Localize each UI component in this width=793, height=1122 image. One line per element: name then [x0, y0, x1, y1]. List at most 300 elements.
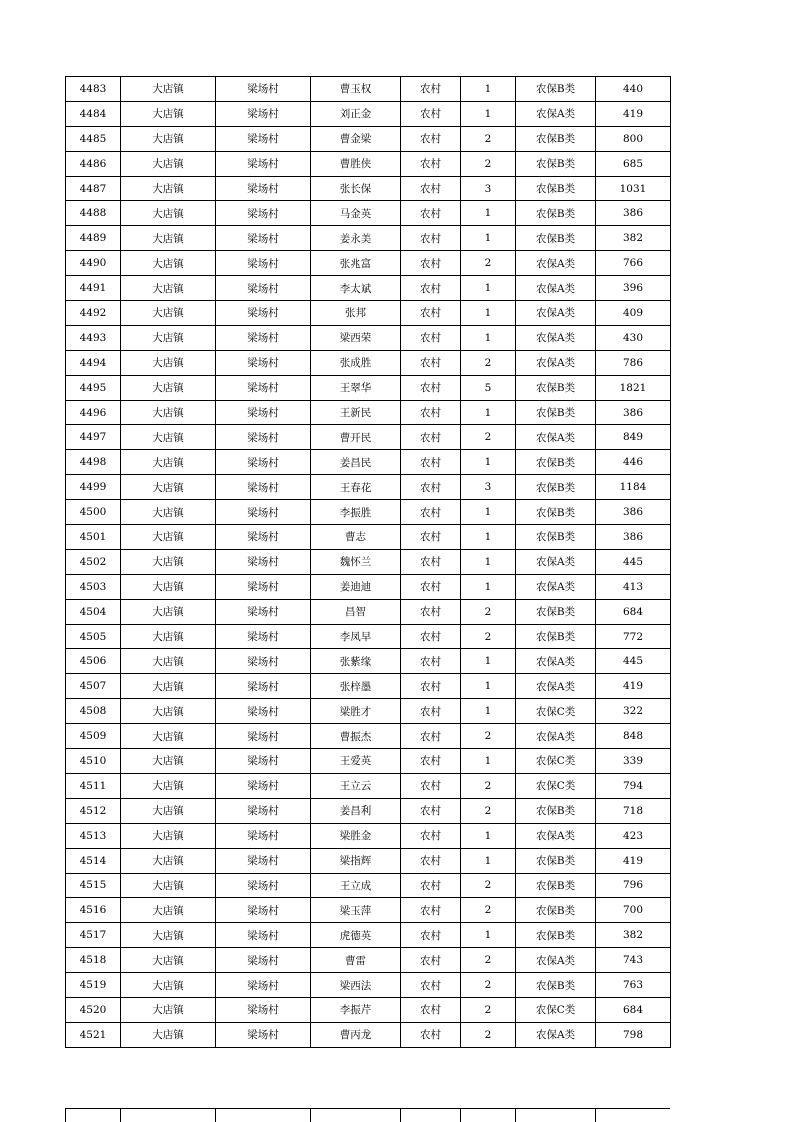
table-cell: 大店镇	[121, 475, 216, 500]
table-cell: 386	[596, 500, 671, 525]
table-row	[66, 599, 671, 624]
next-page-table	[65, 1108, 670, 1122]
table-cell: 王新民	[311, 400, 401, 425]
table-cell: 大店镇	[121, 873, 216, 898]
table-cell: 1	[461, 749, 516, 774]
table-cell: 2	[461, 973, 516, 998]
table-cell: 张梓墨	[311, 674, 401, 699]
table-row	[66, 749, 671, 774]
table-cell: 4516	[66, 898, 121, 923]
table-row	[66, 475, 671, 500]
table-cell: 梁场村	[216, 798, 311, 823]
table-cell: 4503	[66, 574, 121, 599]
table-cell: 农村	[401, 823, 461, 848]
table-cell: 农村	[401, 997, 461, 1022]
table-cell: 农保B类	[516, 525, 596, 550]
table-cell: 796	[596, 873, 671, 898]
table-cell	[121, 1109, 216, 1122]
table-body	[66, 77, 671, 1048]
table-row	[66, 201, 671, 226]
table-cell: 农保B类	[516, 77, 596, 102]
table-cell: 2	[461, 997, 516, 1022]
table-cell: 743	[596, 948, 671, 973]
table-cell: 农村	[401, 176, 461, 201]
table-row	[66, 724, 671, 749]
table-cell: 李太斌	[311, 276, 401, 301]
table-cell: 张邦	[311, 301, 401, 326]
table-cell: 4508	[66, 699, 121, 724]
table-cell: 684	[596, 997, 671, 1022]
table-cell: 大店镇	[121, 101, 216, 126]
table-cell	[461, 1109, 516, 1122]
table-cell: 4512	[66, 798, 121, 823]
table-cell: 419	[596, 848, 671, 873]
table-cell: 梁场村	[216, 997, 311, 1022]
table-cell: 曹开民	[311, 425, 401, 450]
table-cell: 4495	[66, 375, 121, 400]
table-cell: 大店镇	[121, 301, 216, 326]
table-cell: 322	[596, 699, 671, 724]
table-cell: 梁场村	[216, 475, 311, 500]
table-cell: 农村	[401, 325, 461, 350]
table-row	[66, 898, 671, 923]
table-cell: 梁场村	[216, 301, 311, 326]
table-row	[66, 624, 671, 649]
table-cell: 386	[596, 201, 671, 226]
table-cell: 1	[461, 301, 516, 326]
table-cell: 梁场村	[216, 251, 311, 276]
table-cell: 2	[461, 898, 516, 923]
table-cell: 梁场村	[216, 923, 311, 948]
table-cell: 农保B类	[516, 973, 596, 998]
table-cell: 大店镇	[121, 251, 216, 276]
table-row	[66, 798, 671, 823]
table-cell: 梁胜金	[311, 823, 401, 848]
table-cell: 1	[461, 201, 516, 226]
table-cell: 382	[596, 923, 671, 948]
table-row	[66, 525, 671, 550]
table-cell: 446	[596, 450, 671, 475]
table-cell: 763	[596, 973, 671, 998]
table-cell: 4515	[66, 873, 121, 898]
table-cell: 2	[461, 724, 516, 749]
table-row	[66, 823, 671, 848]
table-row	[66, 997, 671, 1022]
table-cell: 农村	[401, 1022, 461, 1047]
table-cell: 虎德英	[311, 923, 401, 948]
table-row	[66, 226, 671, 251]
table-cell: 4488	[66, 201, 121, 226]
table-cell: 李振芹	[311, 997, 401, 1022]
table-cell: 413	[596, 574, 671, 599]
table-cell: 农村	[401, 101, 461, 126]
table-cell: 农保C类	[516, 749, 596, 774]
table-cell: 梁西荣	[311, 325, 401, 350]
table-cell: 大店镇	[121, 674, 216, 699]
table-cell: 2	[461, 350, 516, 375]
table-cell: 4496	[66, 400, 121, 425]
table-cell: 4487	[66, 176, 121, 201]
table-cell: 4486	[66, 151, 121, 176]
table-cell: 昌智	[311, 599, 401, 624]
table-cell: 农保A类	[516, 276, 596, 301]
table-cell: 386	[596, 400, 671, 425]
table-cell: 梁场村	[216, 773, 311, 798]
table-cell: 772	[596, 624, 671, 649]
table-cell: 大店镇	[121, 126, 216, 151]
table-cell: 4501	[66, 525, 121, 550]
table-cell: 农保C类	[516, 699, 596, 724]
table-cell: 大店镇	[121, 350, 216, 375]
table-cell: 大店镇	[121, 151, 216, 176]
table-cell: 农保A类	[516, 325, 596, 350]
table-cell: 农村	[401, 574, 461, 599]
table-cell: 大店镇	[121, 77, 216, 102]
table-cell: 农保B类	[516, 151, 596, 176]
table-cell: 798	[596, 1022, 671, 1047]
table-cell: 曹金梁	[311, 126, 401, 151]
table-cell: 梁指辉	[311, 848, 401, 873]
table-cell: 梁场村	[216, 823, 311, 848]
table-cell: 梁场村	[216, 450, 311, 475]
table-cell: 4489	[66, 226, 121, 251]
table-cell: 梁场村	[216, 325, 311, 350]
table-cell: 794	[596, 773, 671, 798]
table-cell: 382	[596, 226, 671, 251]
table-cell: 1	[461, 823, 516, 848]
table-cell: 1031	[596, 176, 671, 201]
table-cell: 马金英	[311, 201, 401, 226]
table-cell: 大店镇	[121, 599, 216, 624]
table-cell: 大店镇	[121, 923, 216, 948]
table-cell: 刘正金	[311, 101, 401, 126]
table-cell: 2	[461, 251, 516, 276]
table-cell: 4520	[66, 997, 121, 1022]
table-cell	[66, 1109, 121, 1122]
table-cell: 梁场村	[216, 151, 311, 176]
table-cell: 农保B类	[516, 599, 596, 624]
table-cell: 农保A类	[516, 823, 596, 848]
table-cell: 4483	[66, 77, 121, 102]
table-cell: 农村	[401, 848, 461, 873]
table-cell: 曹雷	[311, 948, 401, 973]
table-cell: 4519	[66, 973, 121, 998]
table-cell: 1	[461, 500, 516, 525]
table-cell: 786	[596, 350, 671, 375]
table-cell: 大店镇	[121, 973, 216, 998]
table-cell: 农村	[401, 350, 461, 375]
table-cell: 大店镇	[121, 176, 216, 201]
table-cell: 2	[461, 798, 516, 823]
table-row	[66, 101, 671, 126]
table-cell: 农村	[401, 699, 461, 724]
table-cell: 梁场村	[216, 674, 311, 699]
table-cell: 1821	[596, 375, 671, 400]
table-cell: 4492	[66, 301, 121, 326]
table-cell: 农村	[401, 948, 461, 973]
table-cell	[401, 1109, 461, 1122]
table-cell: 农村	[401, 873, 461, 898]
table-cell: 张紫缘	[311, 649, 401, 674]
table-cell: 大店镇	[121, 898, 216, 923]
table-cell: 农保B类	[516, 873, 596, 898]
table-cell: 1	[461, 276, 516, 301]
table-cell: 4514	[66, 848, 121, 873]
table-cell: 农保A类	[516, 251, 596, 276]
table-cell: 766	[596, 251, 671, 276]
table-cell: 农保C类	[516, 773, 596, 798]
table-row	[66, 375, 671, 400]
table-cell: 农村	[401, 400, 461, 425]
table-cell: 2	[461, 599, 516, 624]
table-cell: 4491	[66, 276, 121, 301]
table-cell: 农村	[401, 649, 461, 674]
table-cell: 农保B类	[516, 798, 596, 823]
table-cell: 农保A类	[516, 301, 596, 326]
table-cell: 4485	[66, 126, 121, 151]
table-cell: 梁场村	[216, 699, 311, 724]
table-cell: 419	[596, 674, 671, 699]
table-cell: 2	[461, 126, 516, 151]
table-cell: 4494	[66, 350, 121, 375]
table-cell: 大店镇	[121, 400, 216, 425]
table-cell: 梁场村	[216, 574, 311, 599]
table-cell	[216, 1109, 311, 1122]
table-cell: 1	[461, 450, 516, 475]
table-cell: 445	[596, 549, 671, 574]
table-cell: 2	[461, 425, 516, 450]
table-cell: 农村	[401, 773, 461, 798]
table-row	[66, 649, 671, 674]
table-row	[66, 549, 671, 574]
table-cell: 4521	[66, 1022, 121, 1047]
table-cell: 4506	[66, 649, 121, 674]
table-cell: 农村	[401, 599, 461, 624]
table-cell: 4518	[66, 948, 121, 973]
table-cell: 农村	[401, 674, 461, 699]
table-cell: 农村	[401, 450, 461, 475]
table-cell: 农村	[401, 525, 461, 550]
next-page-partial-row	[65, 1108, 670, 1122]
table-cell: 440	[596, 77, 671, 102]
table-row	[66, 1022, 671, 1047]
table-cell: 梁场村	[216, 873, 311, 898]
table-cell: 大店镇	[121, 525, 216, 550]
table-cell: 大店镇	[121, 325, 216, 350]
table-cell: 339	[596, 749, 671, 774]
table-cell: 农村	[401, 475, 461, 500]
table-row	[66, 77, 671, 102]
table-cell: 农村	[401, 749, 461, 774]
table-cell: 4510	[66, 749, 121, 774]
table-cell: 梁胜才	[311, 699, 401, 724]
table-cell: 曹志	[311, 525, 401, 550]
table-cell: 419	[596, 101, 671, 126]
table-row	[66, 425, 671, 450]
table-cell: 4509	[66, 724, 121, 749]
table-cell: 梁西法	[311, 973, 401, 998]
table-cell: 3	[461, 475, 516, 500]
table-cell: 农保B类	[516, 500, 596, 525]
table-cell: 农保B类	[516, 226, 596, 251]
table-cell: 农保B类	[516, 126, 596, 151]
table-cell: 姜迪迪	[311, 574, 401, 599]
table-cell: 大店镇	[121, 201, 216, 226]
table-cell: 1	[461, 848, 516, 873]
table-cell: 大店镇	[121, 425, 216, 450]
table-cell: 445	[596, 649, 671, 674]
table-cell: 4490	[66, 251, 121, 276]
table-cell: 梁场村	[216, 624, 311, 649]
table-cell: 王春花	[311, 475, 401, 500]
table-cell: 2	[461, 151, 516, 176]
table-cell: 姜昌利	[311, 798, 401, 823]
table-cell: 农村	[401, 425, 461, 450]
table-cell: 李凤早	[311, 624, 401, 649]
table-cell: 800	[596, 126, 671, 151]
table-cell: 4517	[66, 923, 121, 948]
table-cell: 张兆富	[311, 251, 401, 276]
table-cell: 409	[596, 301, 671, 326]
table-cell: 2	[461, 873, 516, 898]
table-cell: 梁场村	[216, 898, 311, 923]
table-cell	[311, 1109, 401, 1122]
table-cell: 大店镇	[121, 375, 216, 400]
table-cell: 2	[461, 1022, 516, 1047]
table-row	[66, 773, 671, 798]
table-cell: 大店镇	[121, 549, 216, 574]
table-cell: 农村	[401, 624, 461, 649]
table-row	[66, 350, 671, 375]
table-row	[66, 873, 671, 898]
table-cell: 王爱英	[311, 749, 401, 774]
table-cell: 农村	[401, 201, 461, 226]
table-cell: 农保B类	[516, 201, 596, 226]
table-cell: 梁场村	[216, 848, 311, 873]
table-cell: 梁场村	[216, 724, 311, 749]
table-cell: 大店镇	[121, 798, 216, 823]
table-cell: 曹丙龙	[311, 1022, 401, 1047]
table-cell: 农保C类	[516, 997, 596, 1022]
table-cell: 梁场村	[216, 101, 311, 126]
table-cell: 4507	[66, 674, 121, 699]
table-cell: 1	[461, 101, 516, 126]
table-cell: 4497	[66, 425, 121, 450]
table-cell: 农村	[401, 549, 461, 574]
table-cell: 梁场村	[216, 1022, 311, 1047]
table-cell: 1184	[596, 475, 671, 500]
table-cell: 梁场村	[216, 77, 311, 102]
table-cell: 农保A类	[516, 574, 596, 599]
table-cell: 张成胜	[311, 350, 401, 375]
table-cell: 农保A类	[516, 649, 596, 674]
table-cell: 梁场村	[216, 549, 311, 574]
table-cell: 大店镇	[121, 649, 216, 674]
table-row	[66, 923, 671, 948]
table-cell: 农保B类	[516, 475, 596, 500]
table-cell: 梁场村	[216, 749, 311, 774]
table-cell: 农村	[401, 798, 461, 823]
table-cell: 梁场村	[216, 425, 311, 450]
table-cell: 梁场村	[216, 400, 311, 425]
table-row	[66, 176, 671, 201]
table-cell: 4484	[66, 101, 121, 126]
table-row	[66, 276, 671, 301]
table-row	[66, 948, 671, 973]
table-row	[66, 301, 671, 326]
table-cell: 2	[461, 624, 516, 649]
table-cell: 1	[461, 699, 516, 724]
table-cell: 曹胜侠	[311, 151, 401, 176]
table-cell: 农保B类	[516, 176, 596, 201]
table-cell: 1	[461, 674, 516, 699]
table-cell: 农村	[401, 375, 461, 400]
table-row	[66, 325, 671, 350]
table-cell: 农村	[401, 301, 461, 326]
table-cell: 4498	[66, 450, 121, 475]
table-cell: 4505	[66, 624, 121, 649]
table-cell: 农保A类	[516, 948, 596, 973]
table-cell: 农保B类	[516, 923, 596, 948]
table-cell: 姜永美	[311, 226, 401, 251]
table-row	[66, 848, 671, 873]
table-cell: 大店镇	[121, 1022, 216, 1047]
table-cell: 大店镇	[121, 624, 216, 649]
table-cell: 梁场村	[216, 948, 311, 973]
table-cell: 大店镇	[121, 749, 216, 774]
table-cell: 684	[596, 599, 671, 624]
table-cell: 430	[596, 325, 671, 350]
table-cell: 1	[461, 525, 516, 550]
table-cell: 梁玉萍	[311, 898, 401, 923]
table-cell: 梁场村	[216, 350, 311, 375]
table-cell: 农保A类	[516, 674, 596, 699]
table-cell: 王翠华	[311, 375, 401, 400]
table-row	[66, 450, 671, 475]
table-cell: 4513	[66, 823, 121, 848]
table-cell: 700	[596, 898, 671, 923]
table-cell: 大店镇	[121, 823, 216, 848]
data-table	[65, 76, 671, 1048]
table-cell: 梁场村	[216, 176, 311, 201]
table-cell: 农保A类	[516, 425, 596, 450]
table-row	[66, 500, 671, 525]
table-cell: 农村	[401, 226, 461, 251]
table-cell: 396	[596, 276, 671, 301]
table-row	[66, 151, 671, 176]
table-cell: 1	[461, 923, 516, 948]
table-cell: 大店镇	[121, 699, 216, 724]
table-cell: 3	[461, 176, 516, 201]
table-cell: 农保A类	[516, 350, 596, 375]
table-cell: 农村	[401, 973, 461, 998]
table-cell: 685	[596, 151, 671, 176]
table-row	[66, 126, 671, 151]
table-cell: 梁场村	[216, 649, 311, 674]
table-cell	[596, 1109, 671, 1122]
table-cell: 农村	[401, 500, 461, 525]
table-cell: 718	[596, 798, 671, 823]
table-cell: 农保A类	[516, 1022, 596, 1047]
table-cell: 王立云	[311, 773, 401, 798]
table-row	[66, 1109, 671, 1122]
table-cell: 1	[461, 400, 516, 425]
table-cell: 1	[461, 77, 516, 102]
table-cell: 大店镇	[121, 276, 216, 301]
table-cell: 农保A类	[516, 724, 596, 749]
table-cell: 梁场村	[216, 375, 311, 400]
table-cell: 4511	[66, 773, 121, 798]
